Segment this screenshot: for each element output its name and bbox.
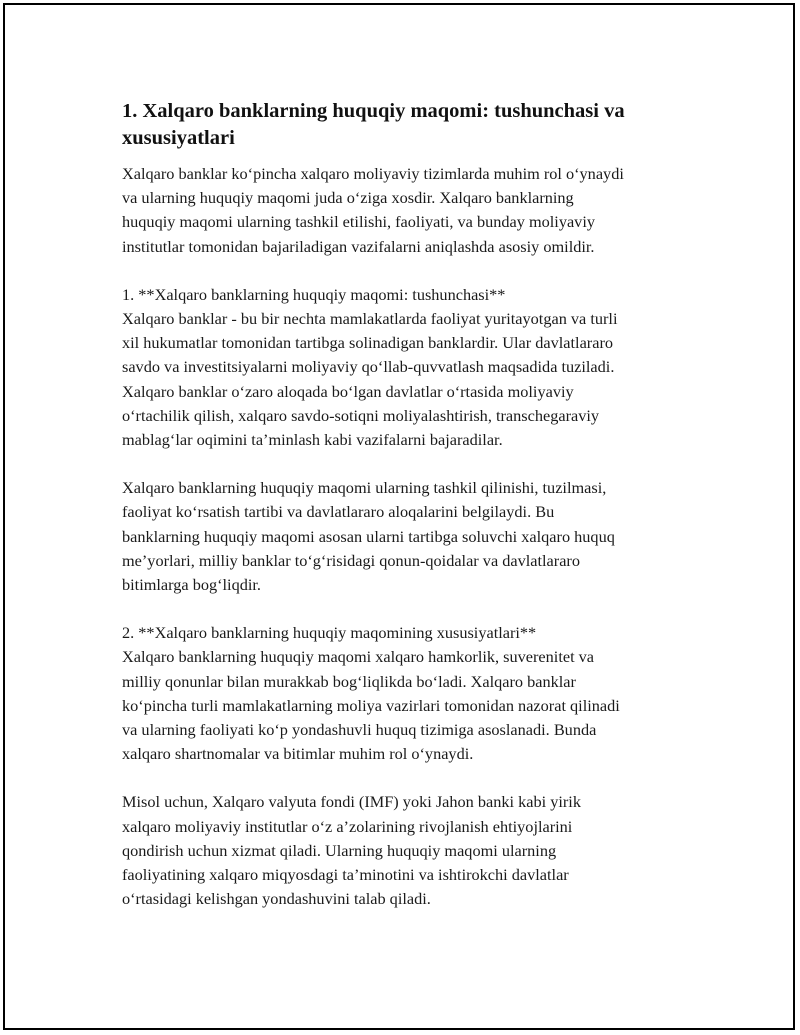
text-line: Xalqaro banklarning huquqiy maqomi ularning tashkil qilinishi, tuzilmasi,: [122, 478, 607, 498]
text-line: xil hukumatlar tomonidan tartibga solinadigan banklardir. Ular davlatlararo: [122, 333, 614, 353]
text-line: Misol uchun, Xalqaro valyuta fondi (IMF) yoki Jahon banki kabi yirik: [122, 792, 581, 812]
text-line: bitimlarga bog‘liqdir.: [122, 575, 261, 595]
paragraph-example: [122, 790, 702, 911]
text-line: o‘rtachilik qilish, xalqaro savdo-sotiqni moliyalashtirish, transchegaraviy: [122, 405, 600, 425]
title-line: xususiyatlari: [122, 127, 235, 149]
title-line: 1. Xalqaro banklarning huquqiy maqomi: tushunchasi va: [122, 100, 625, 122]
text-line: o‘rtasidagi kelishgan yondashuvini talab qiladi.: [122, 889, 431, 909]
text-line: mablag‘lar oqimini ta’minlash kabi vazifalarni bajaradilar.: [122, 430, 503, 450]
text-line: huquqiy maqomi ularning tashkil etilishi, faoliyati, va bunday moliyaviy: [122, 212, 595, 232]
text-line: Xalqaro banklar - bu bir nechta mamlakatlarda faoliyat yuritayotgan va turli: [122, 309, 618, 329]
paragraph-features: [122, 621, 702, 766]
text-line: me’yorlari, milliy banklar to‘g‘risidagi qonun-qoidalar va davlatlararo: [122, 550, 580, 570]
paragraph-intro: [122, 162, 702, 259]
text-line: va ularning faoliyati ko‘p yondashuvli huquq tizimiga asoslanadi. Bunda: [122, 720, 597, 740]
text-line: qondirish uchun xizmat qiladi. Ularning huquqiy maqomi ularning: [122, 840, 557, 860]
text-line: ko‘pincha turli mamlakatlarning moliya vazirlari tomonidan nazorat qilinadi: [122, 695, 620, 715]
text-line: savdo va investitsiyalarni moliyaviy qo‘llab-quvvatlash maqsadida tuziladi.: [122, 357, 615, 377]
document-body: [122, 98, 702, 935]
paragraph-concept: [122, 283, 702, 452]
document-title: [122, 98, 702, 152]
text-line: institutlar tomonidan bajariladigan vazifalarni aniqlashda asosiy omildir.: [122, 236, 595, 256]
text-line: xalqaro moliyaviy institutlar o‘z a’zolarining rivojlanish ehtiyojlarini: [122, 816, 573, 836]
text-line: xalqaro shartnomalar va bitimlar muhim rol o‘ynaydi.: [122, 744, 474, 764]
text-line: Xalqaro banklar ko‘pincha xalqaro moliyaviy tizimlarda muhim rol o‘ynaydi: [122, 164, 624, 183]
text-line: faoliyat ko‘rsatish tartibi va davlatlararo aloqalarini belgilaydi. Bu: [122, 502, 555, 522]
text-line: banklarning huquqiy maqomi asosan ularni tartibga soluvchi xalqaro huquq: [122, 526, 615, 546]
text-line: Xalqaro banklarning huquqiy maqomi xalqaro hamkorlik, suverenitet va: [122, 647, 595, 667]
section-heading-line: 1. **Xalqaro banklarning huquqiy maqomi: tushunchasi**: [122, 284, 506, 304]
text-line: faoliyatining xalqaro miqyosdagi ta’minotini va ishtirokchi davlatlar: [122, 865, 569, 885]
page-frame: [3, 3, 795, 1030]
section-heading-line: 2. **Xalqaro banklarning huquqiy maqomining xususiyatlari**: [122, 623, 537, 643]
text-line: va ularning huquqiy maqomi juda o‘ziga xosdir. Xalqaro banklarning: [122, 188, 574, 208]
paragraph-status: [122, 476, 702, 597]
text-line: Xalqaro banklar o‘zaro aloqada bo‘lgan davlatlar o‘rtasida moliyaviy: [122, 381, 574, 401]
text-line: milliy qonunlar bilan murakkab bog‘liqlikda bo‘ladi. Xalqaro banklar: [122, 671, 576, 691]
